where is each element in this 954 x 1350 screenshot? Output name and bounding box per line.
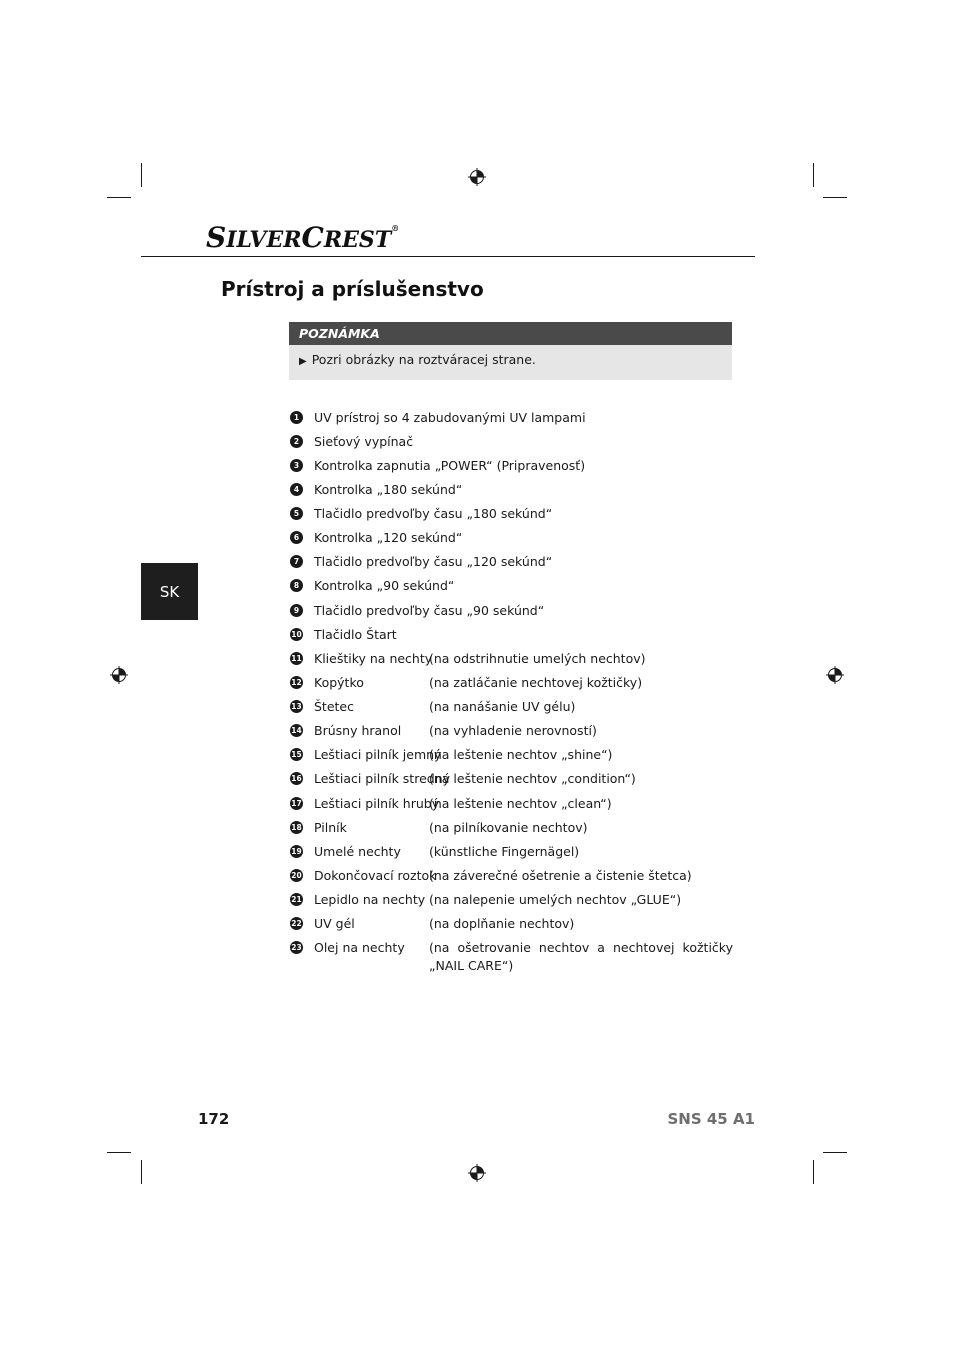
crop-mark <box>107 197 131 198</box>
item-name: Pilník <box>314 820 347 835</box>
registration-mark-icon <box>826 666 844 684</box>
item-number-badge: 16 <box>290 772 303 785</box>
item-name: Kopýtko <box>314 675 364 690</box>
model-number: SNS 45 A1 <box>667 1110 755 1128</box>
item-number-badge: 9 <box>290 604 303 617</box>
registration-mark-icon <box>468 168 486 186</box>
item-name: Umelé nechty <box>314 844 401 859</box>
item-name: Tlačidlo predvoľby času „120 sekúnd“ <box>314 554 553 569</box>
brand-logo-text: SILVERCREST <box>206 221 392 254</box>
registered-mark-icon: ® <box>391 223 400 233</box>
item-number-badge: 18 <box>290 821 303 834</box>
item-description: (na leštenie nechtov „clean“) <box>429 796 612 811</box>
item-number-badge: 5 <box>290 507 303 520</box>
item-name: Tlačidlo predvoľby času „90 sekúnd“ <box>314 603 545 618</box>
item-name: Leštiaci pilník hrubý <box>314 796 440 811</box>
note-body <box>289 345 732 380</box>
item-name: UV gél <box>314 916 355 931</box>
item-name: Lepidlo na nechty <box>314 892 426 907</box>
item-description: (na nanášanie UV gélu) <box>429 699 576 714</box>
item-description: (na záverečné ošetrenie a čistenie štetca) <box>429 868 692 883</box>
registration-mark-icon <box>468 1164 486 1182</box>
item-name: Dokončovací roztok <box>314 868 437 883</box>
item-number-badge: 14 <box>290 724 303 737</box>
crop-mark <box>823 1152 847 1153</box>
item-number-badge: 8 <box>290 579 303 592</box>
item-description: (na pilníkovanie nechtov) <box>429 820 588 835</box>
item-description: (na nalepenie umelých nechtov „GLUE“) <box>429 892 682 907</box>
crop-mark <box>813 1160 814 1184</box>
item-name: Olej na nechty <box>314 940 405 955</box>
item-description: (na leštenie nechtov „condition“) <box>429 771 636 786</box>
item-name: Štetec <box>314 699 354 714</box>
item-name: Tlačidlo predvoľby času „180 sekúnd“ <box>314 506 553 521</box>
arrow-right-icon: ▶ <box>299 356 307 367</box>
item-description: (na vyhladenie nerovností) <box>429 723 597 738</box>
item-number-badge: 10 <box>290 628 303 641</box>
item-name: Tlačidlo Štart <box>314 627 397 642</box>
item-name: UV prístroj so 4 zabudovanými UV lampami <box>314 410 586 425</box>
item-number-badge: 2 <box>290 435 303 448</box>
item-description: (künstliche Fingernägel) <box>429 844 580 859</box>
crop-mark <box>823 197 847 198</box>
item-name: Kontrolka zapnutia „POWER“ (Pripravenosť) <box>314 458 586 473</box>
page-title: Prístroj a príslušenstvo <box>221 277 484 301</box>
item-name: Kontrolka „120 sekúnd“ <box>314 530 463 545</box>
page-number: 172 <box>198 1110 230 1128</box>
item-number-badge: 3 <box>290 459 303 472</box>
note-text: Pozri obrázky na roztváracej strane. <box>311 352 536 367</box>
item-name: Klieštiky na nechty <box>314 651 433 666</box>
language-tab <box>141 563 198 620</box>
crop-mark <box>141 163 142 187</box>
item-number-badge: 20 <box>290 869 303 882</box>
crop-mark <box>141 1160 142 1184</box>
item-description: (na doplňanie nechtov) <box>429 916 575 931</box>
item-name: Kontrolka „180 sekúnd“ <box>314 482 463 497</box>
item-number-badge: 4 <box>290 483 303 496</box>
note-heading: POZNÁMKA <box>289 322 732 345</box>
item-name: Brúsny hranol <box>314 723 402 738</box>
item-name: Leštiaci pilník jemný <box>314 747 442 762</box>
item-number-badge: 7 <box>290 555 303 568</box>
item-description: (na zatláčanie nechtovej kožtičky) <box>429 675 643 690</box>
language-tab-label: SK <box>159 582 180 601</box>
item-number-badge: 22 <box>290 917 303 930</box>
header-rule <box>141 256 755 257</box>
crop-mark <box>107 1152 131 1153</box>
item-name: Leštiaci pilník stredný <box>314 771 451 786</box>
item-number-badge: 6 <box>290 531 303 544</box>
item-number-badge: 17 <box>290 797 303 810</box>
item-number-badge: 13 <box>290 700 303 713</box>
item-number-badge: 23 <box>290 941 303 954</box>
item-number-badge: 19 <box>290 845 303 858</box>
item-description: (na ošetrovanie nechtov a nechtovej kožtičky „NAIL CARE“) <box>429 940 733 973</box>
item-name: Kontrolka „90 sekúnd“ <box>314 578 455 593</box>
registration-mark-icon <box>110 666 128 684</box>
item-description: (na odstrihnutie umelých nechtov) <box>429 651 646 666</box>
item-number-badge: 1 <box>290 411 303 424</box>
item-number-badge: 11 <box>290 652 303 665</box>
brand-logo <box>206 221 400 254</box>
item-name: Sieťový vypínač <box>314 434 414 449</box>
item-number-badge: 15 <box>290 748 303 761</box>
crop-mark <box>813 163 814 187</box>
item-description: (na leštenie nechtov „shine“) <box>429 747 613 762</box>
item-number-badge: 21 <box>290 893 303 906</box>
item-number-badge: 12 <box>290 676 303 689</box>
